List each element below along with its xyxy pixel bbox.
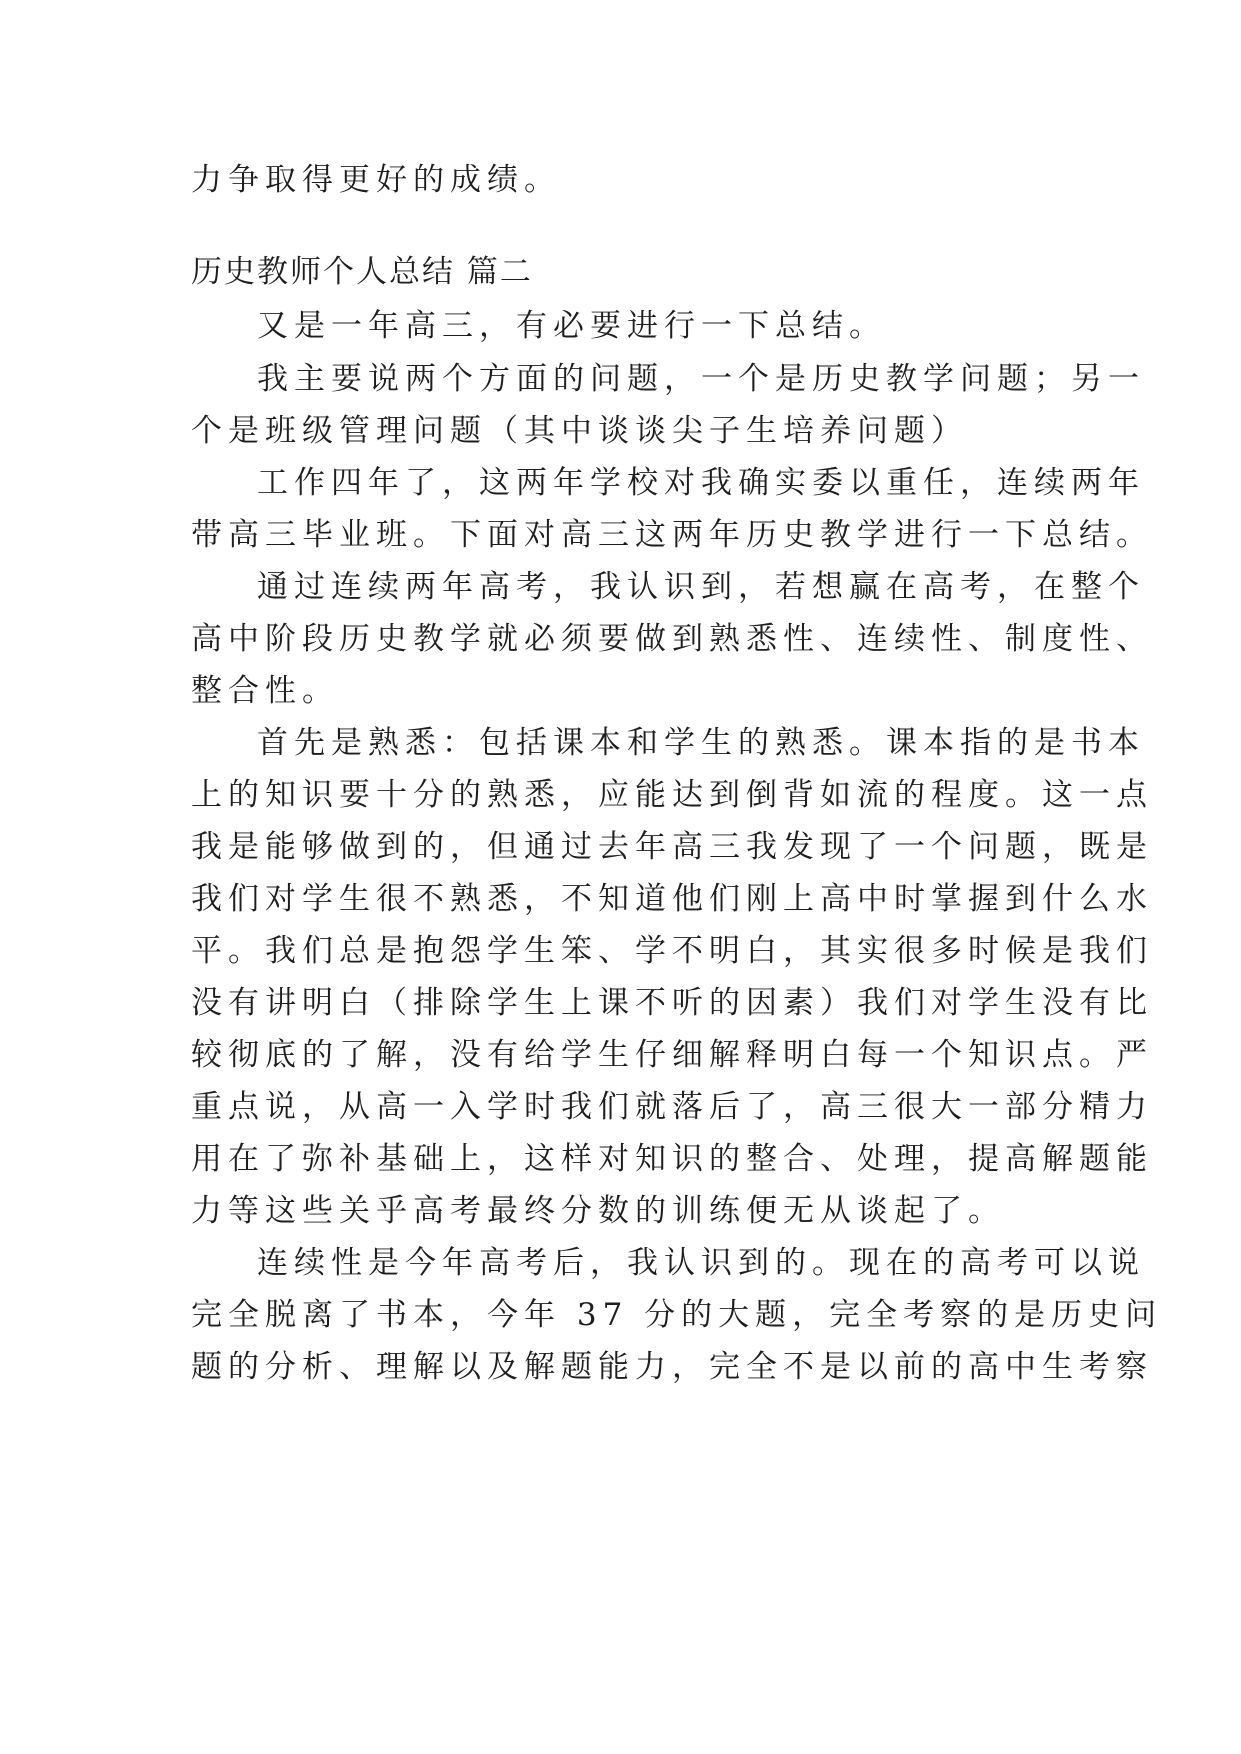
- paragraph-line: 通过连续两年高考，我认识到，若想赢在高考，在整个: [257, 569, 1145, 605]
- paragraph-line: 个是班级管理问题（其中谈谈尖子生培养问题）: [191, 413, 968, 449]
- paragraph-line: 没有讲明白（排除学生上课不听的因素）我们对学生没有比: [191, 985, 1153, 1021]
- paragraph-line: 完全脱离了书本，今年 37 分的大题，完全考察的是历史问: [191, 1297, 1163, 1333]
- paragraph-line: 工作四年了，这两年学校对我确实委以重任，连续两年: [257, 465, 1145, 501]
- paragraph-line: 我主要说两个方面的问题，一个是历史教学问题；另一: [257, 361, 1145, 397]
- paragraph-line: 力等这些关乎高考最终分数的训练便无从谈起了。: [191, 1193, 1005, 1229]
- paragraph-line: 用在了弥补基础上，这样对知识的整合、处理，提高解题能: [191, 1141, 1153, 1177]
- paragraph-line: 高中阶段历史教学就必须要做到熟悉性、连续性、制度性、: [191, 621, 1153, 657]
- section-title: 历史教师个人总结 篇二: [191, 254, 533, 290]
- paragraph-line: 较彻底的了解，没有给学生仔细解释明白每一个知识点。严: [191, 1037, 1153, 1073]
- paragraph-line: 首先是熟悉：包括课本和学生的熟悉。课本指的是书本: [257, 725, 1145, 761]
- paragraph-line: 我是能够做到的，但通过去年高三我发现了一个问题，既是: [191, 829, 1153, 865]
- paragraph-line: 平。我们总是抱怨学生笨、学不明白，其实很多时候是我们: [191, 933, 1153, 969]
- paragraph-line: 整合性。: [191, 673, 339, 709]
- paragraph-line: 题的分析、理解以及解题能力，完全不是以前的高中生考察: [191, 1349, 1153, 1385]
- paragraph-line: 连续性是今年高考后，我认识到的。现在的高考可以说: [257, 1245, 1145, 1281]
- paragraph-line: 上的知识要十分的熟悉，应能达到倒背如流的程度。这一点: [191, 777, 1153, 813]
- paragraph-line: 重点说，从高一入学时我们就落后了，高三很大一部分精力: [191, 1089, 1153, 1125]
- paragraph-line: 带高三毕业班。下面对高三这两年历史教学进行一下总结。: [191, 517, 1153, 553]
- previous-section-tail: 力争取得更好的成绩。: [191, 162, 561, 198]
- paragraph-line: 又是一年高三，有必要进行一下总结。: [257, 308, 886, 344]
- paragraph-line: 我们对学生很不熟悉，不知道他们刚上高中时掌握到什么水: [191, 881, 1153, 917]
